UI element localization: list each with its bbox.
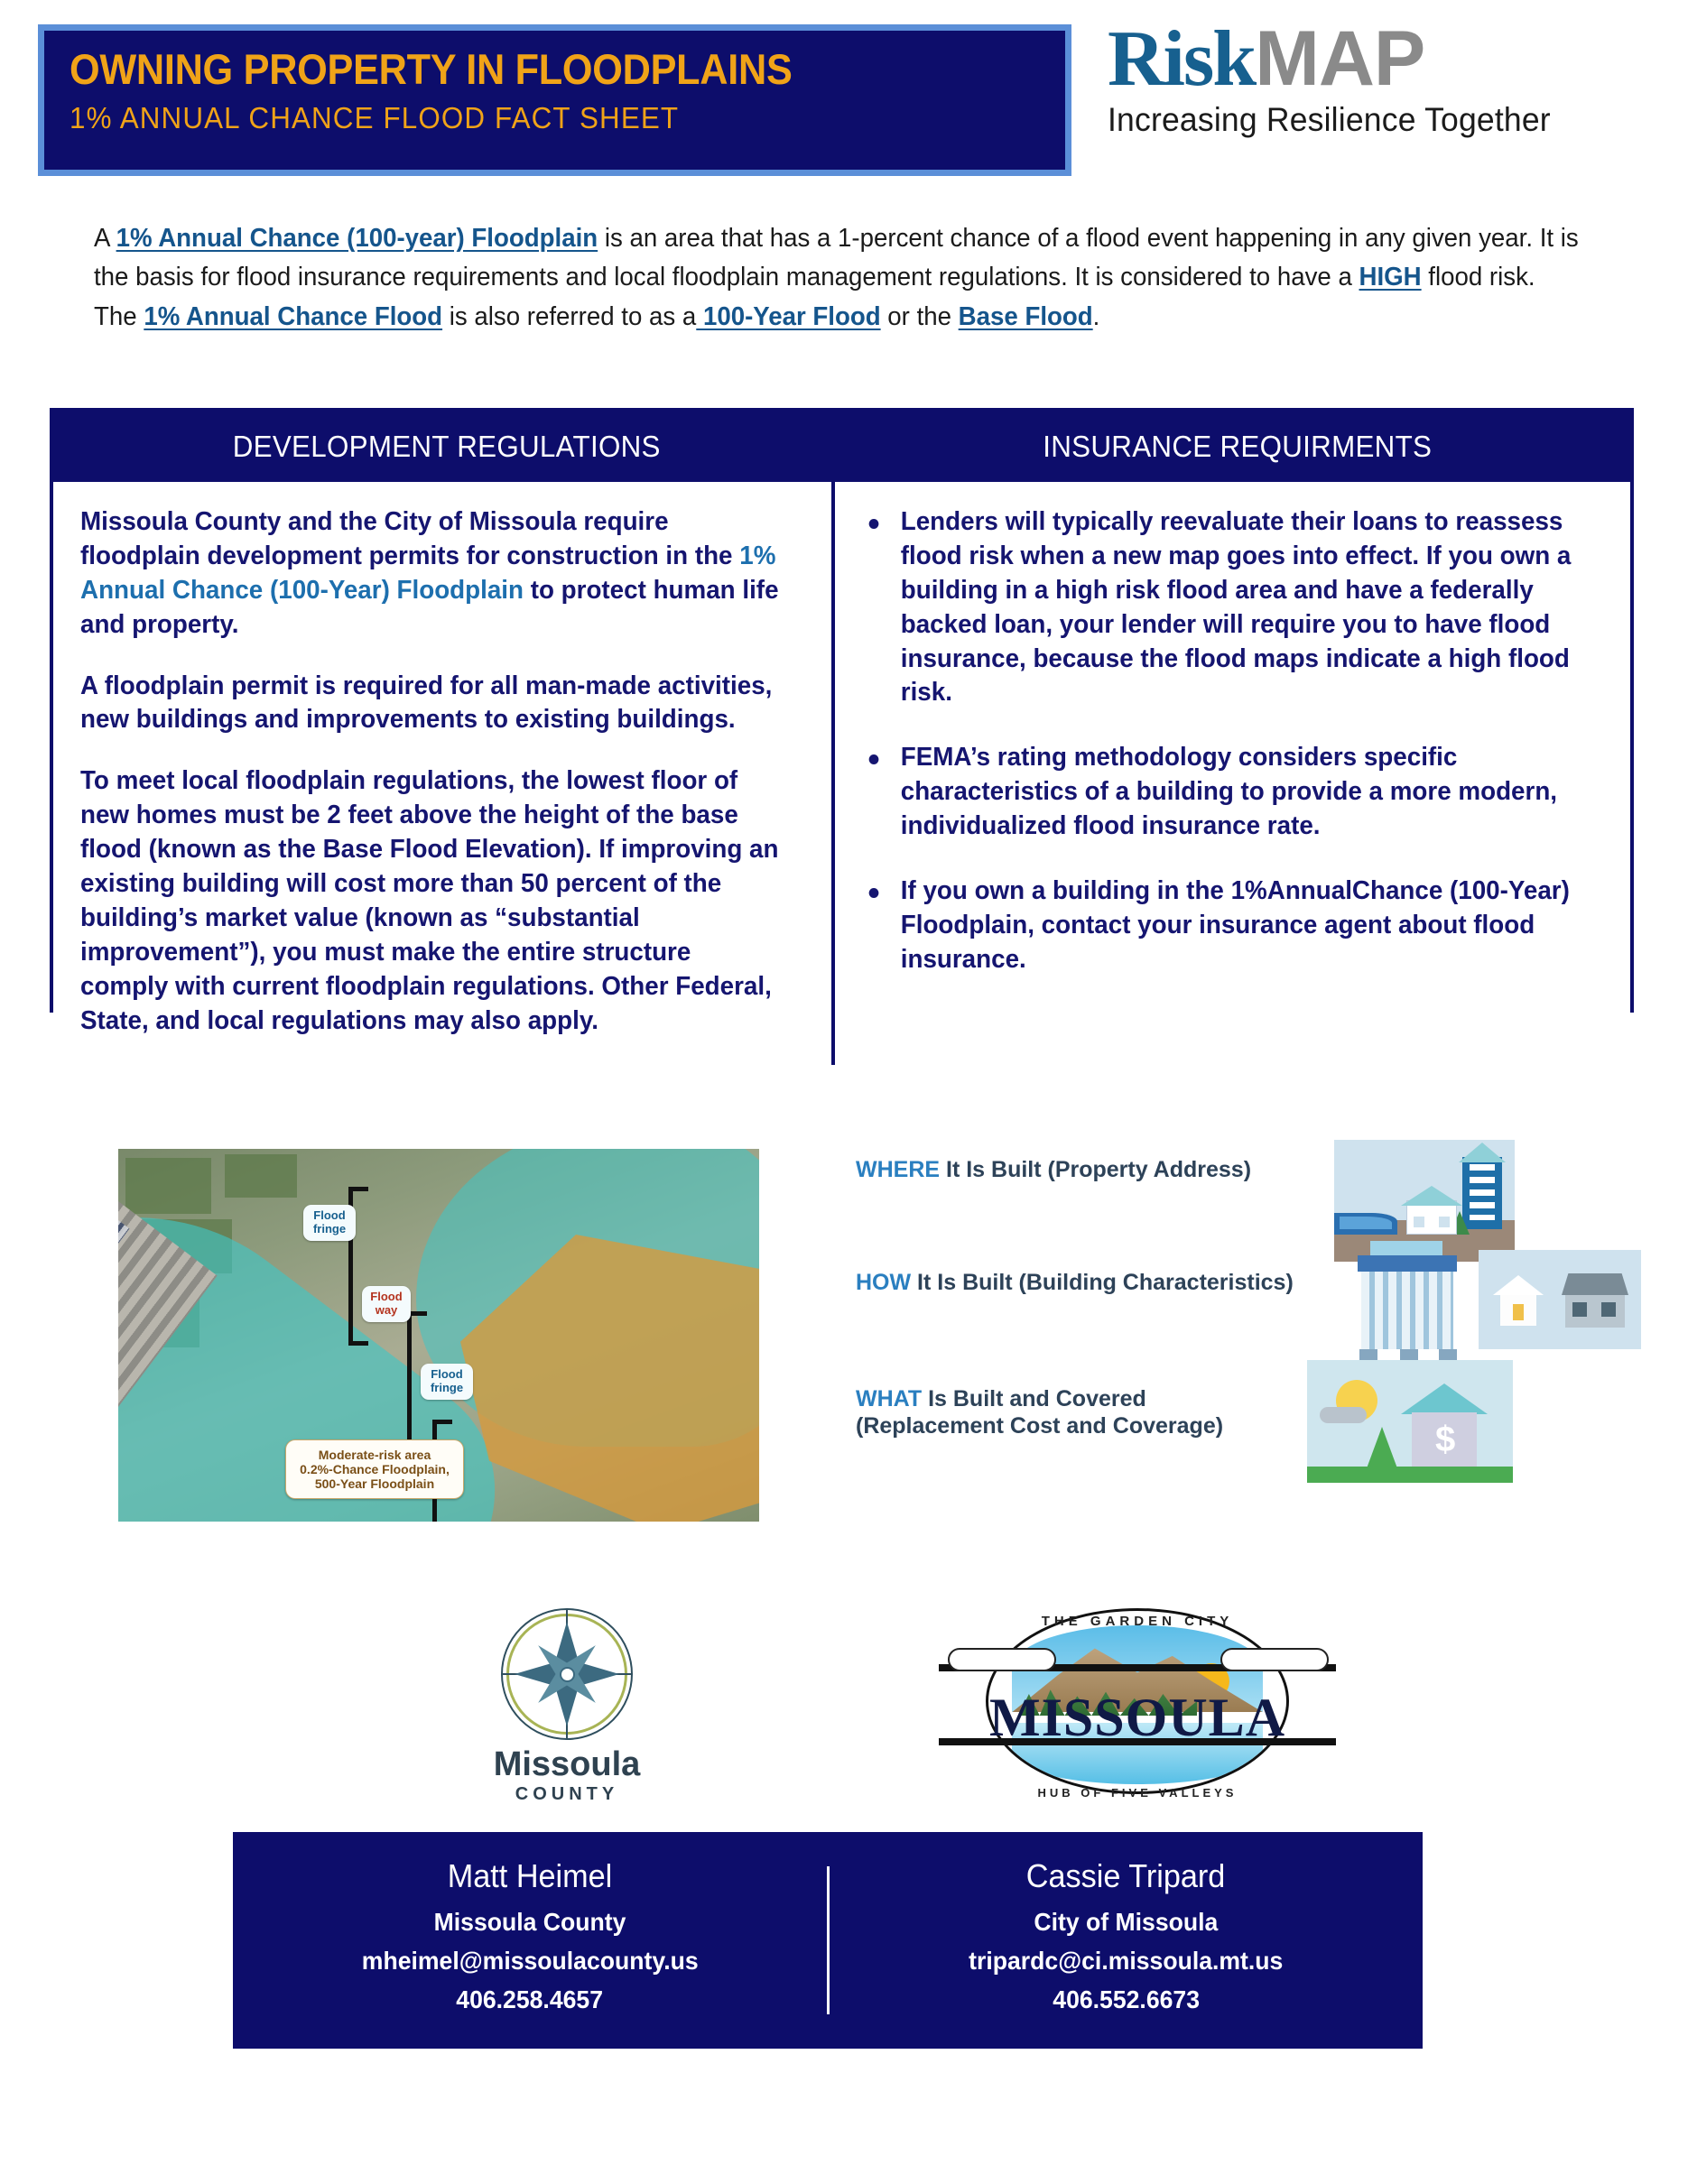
map-label-flood-fringe-bottom: Flood fringe <box>421 1364 473 1400</box>
contact-card-city <box>830 1832 1424 2049</box>
riskmap-risk-text: Risk <box>1108 15 1256 103</box>
page-header <box>0 0 1688 191</box>
rating-key-where: WHERE <box>856 1157 941 1182</box>
two-column-panel <box>50 408 1634 1035</box>
contact-email[interactable]: mheimel@missoulacounty.us <box>361 1946 699 1975</box>
contact-name: Matt Heimel <box>447 1856 612 1894</box>
city-logo-arc-bottom: HUB OF FIVE VALLEYS <box>1037 1786 1238 1800</box>
insurance-column <box>835 482 1630 1065</box>
riskmap-logo <box>1108 15 1569 139</box>
map-field <box>125 1158 211 1214</box>
column-header-insurance: INSURANCE REQUIRMENTS <box>1042 430 1432 463</box>
dev-paragraph-2: A floodplain permit is required for all man-made activities, new buildings and improvements to existing buildings. <box>80 671 773 735</box>
title-banner <box>38 24 1071 176</box>
moderate-line-3: 500-Year Floodplain <box>314 1476 435 1492</box>
map-label-floodway: Flood way <box>362 1286 411 1322</box>
dev-paragraph-1 <box>80 505 783 643</box>
map-label-moderate-risk <box>285 1439 464 1499</box>
moderate-line-2: 0.2%-Chance Floodplain, <box>300 1462 450 1477</box>
city-logo-arc-top: THE GARDEN CITY <box>1041 1614 1234 1629</box>
county-logo-sub: COUNTY <box>515 1784 619 1804</box>
city-of-missoula-logo <box>939 1601 1336 1804</box>
page-title: OWNING PROPERTY IN FLOODPLAINS <box>70 45 793 93</box>
rating-factors-figure <box>856 1151 1542 1485</box>
list-item: Lenders will typically reevaluate their loans to reassess flood risk when a new map goes into effect. If you own a building in a high risk flood area and have a federally backed loan, your lender will require you to have flood insurance, because the flood maps indicate a high flood risk. <box>857 505 1576 710</box>
contact-org: City of Missoula <box>1034 1907 1219 1936</box>
rating-what-line2: (Replacement Cost and Coverage) <box>856 1413 1224 1439</box>
page-subtitle: 1% ANNUAL CHANCE FLOOD FACT SHEET <box>70 101 680 135</box>
rating-rest-how: It Is Built (Building Characteristics) <box>911 1270 1294 1295</box>
what-illustration: $ <box>1307 1360 1513 1483</box>
panel-header-row <box>53 412 1630 482</box>
header-divider <box>840 412 844 482</box>
city-logo-word: MISSOULA <box>988 1688 1286 1747</box>
intro-text-a: A <box>94 224 116 253</box>
riskmap-tagline: Increasing Resilience Together <box>1108 100 1551 138</box>
compass-star-icon <box>499 1606 635 1742</box>
list-item: FEMA’s rating methodology considers specific characteristics of a building to provide a more modern, individualized flood insurance rate. <box>857 741 1576 844</box>
riskmap-map-text: MAP <box>1255 15 1425 102</box>
panel-body <box>53 482 1630 1065</box>
dev-p1-post: to protect human life and property. <box>80 575 779 639</box>
intro-text-c: flood risk. The <box>94 263 1535 331</box>
dev-p1-pre: Missoula County and the City of Missoula require floodplain development permits for construction in the <box>80 507 740 570</box>
contact-phone[interactable]: 406.258.4657 <box>456 1985 604 2013</box>
map-label-flood-fringe-top: Flood fringe <box>303 1205 356 1241</box>
development-column <box>53 482 831 1065</box>
rating-rest-where: It Is Built (Property Address) <box>940 1157 1252 1182</box>
intro-paragraph <box>94 219 1582 337</box>
dev-paragraph-3: To meet local floodplain regulations, the lowest floor of new homes must be 2 feet above the height of the base flood (known as the Base Flood Elevation). If improving an existing building will cost more than 50 percent of the building’s market value (known as “substantial improvement”), you must make the entire structure comply with current floodplain regulations. Other Federal, State, and local regulations may also apply. <box>80 766 779 1035</box>
list-item: If you own a building in the 1%AnnualChance (100-Year) Floodplain, contact your insurance agent about flood insurance. <box>857 875 1576 977</box>
map-field <box>225 1154 297 1198</box>
floodplain-map-image <box>118 1149 759 1522</box>
contact-card-county <box>233 1832 827 2049</box>
contact-phone[interactable]: 406.552.6673 <box>1052 1985 1200 2013</box>
contact-org: Missoula County <box>433 1907 626 1936</box>
rating-key-what: WHAT <box>856 1386 923 1411</box>
link-100-year-flood[interactable]: 100-Year Flood <box>696 301 881 331</box>
contact-name: Cassie Tripard <box>1026 1856 1226 1894</box>
link-1pct-flood[interactable]: 1% Annual Chance Flood <box>144 301 443 331</box>
contact-footer <box>233 1832 1423 2049</box>
how-illustration-houses <box>1479 1250 1641 1349</box>
intro-text-e: or the <box>880 301 959 331</box>
rating-key-how: HOW <box>856 1270 912 1295</box>
agency-logos <box>0 1588 1688 1832</box>
missoula-county-logo <box>445 1606 689 1805</box>
link-high[interactable]: HIGH <box>1359 263 1422 292</box>
intro-text-f: . <box>1092 301 1100 331</box>
intro-text-d: is also referred to as a <box>442 301 697 331</box>
dev-p1-highlight: 1% Annual Chance (100-Year) Floodplain <box>80 541 776 605</box>
link-base-flood[interactable]: Base Flood <box>958 301 1093 331</box>
how-illustration-tower <box>1350 1237 1468 1360</box>
contact-email[interactable]: tripardc@ci.missoula.mt.us <box>969 1946 1284 1975</box>
column-header-development: DEVELOPMENT REGULATIONS <box>232 430 661 463</box>
rating-rest-what: Is Built and Covered <box>922 1386 1146 1411</box>
link-1pct-floodplain[interactable]: 1% Annual Chance (100-year) Floodplain <box>116 224 598 253</box>
intro-text-b: is an area that has a 1-percent chance of a flood event happening in any given year. It is the basis for flood insurance requirements and local floodplain management regulations. It is considered to have a <box>94 224 1579 292</box>
moderate-line-1: Moderate-risk area <box>318 1448 431 1462</box>
insurance-bullet-list <box>857 505 1594 977</box>
county-logo-name: Missoula <box>493 1745 641 1783</box>
